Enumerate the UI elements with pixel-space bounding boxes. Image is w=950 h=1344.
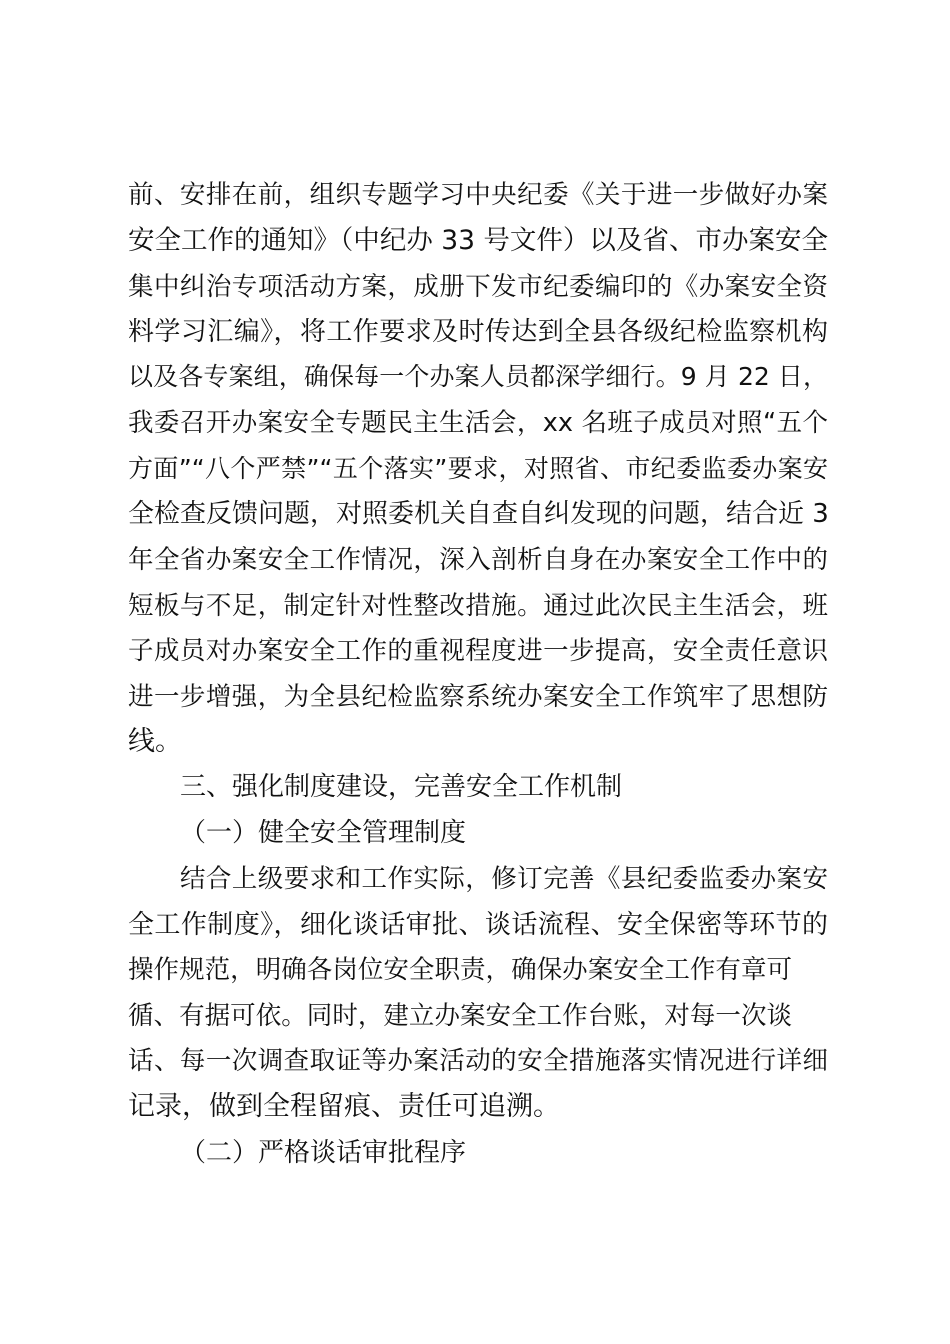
body-text-line: 记录，做到全程留痕、责任可追溯。: [128, 1091, 560, 1122]
body-text-line: 短板与不足，制定针对性整改措施。通过此次民主生活会，班: [128, 591, 828, 621]
subsection-heading: （二）严格谈话审批程序: [180, 1138, 467, 1168]
body-text-line: 安全工作的通知》（中纪办 33 号文件）以及省、市办案安全: [128, 225, 828, 256]
subsection-heading: （一）健全安全管理制度: [180, 818, 467, 848]
body-text-line: 以及各专案组，确保每一个办案人员都深学细行。9 月 22 日，: [128, 362, 828, 391]
body-text-line: 话、每一次调查取证等办案活动的安全措施落实情况进行详细: [128, 1046, 828, 1076]
body-text-line: 料学习汇编》，将工作要求及时传达到全县各级纪检监察机构: [128, 317, 828, 347]
body-text-line: 进一步增强，为全县纪检监察系统办案安全工作筑牢了思想防: [128, 682, 828, 712]
body-text-line: 方面”“八个严禁”“五个落实”要求，对照省、市纪委监委办案安: [128, 454, 828, 483]
section-heading: 三、强化制度建设，完善安全工作机制: [180, 772, 623, 802]
body-text-line: 线。: [128, 726, 182, 757]
body-text-line: 操作规范，明确各岗位安全职责，确保办案安全工作有章可: [128, 955, 792, 985]
body-text-line: 集中纠治专项活动方案，成册下发市纪委编印的《办案安全资: [128, 272, 828, 302]
body-text-line: 全工作制度》，细化谈话审批、谈话流程、安全保密等环节的: [128, 910, 828, 940]
body-text-line: 年全省办案安全工作情况，深入剖析自身在办案安全工作中的: [128, 545, 828, 575]
body-text-line: 子成员对办案安全工作的重视程度进一步提高，安全责任意识: [128, 636, 828, 666]
paragraph-first-line: 结合上级要求和工作实际，修订完善《县纪委监委办案安: [180, 864, 828, 894]
body-text-line: 我委召开办案安全专题民主生活会，xx 名班子成员对照“五个: [128, 408, 828, 438]
body-text-line: 循、有据可依。同时，建立办案安全工作台账，对每一次谈: [128, 1001, 792, 1031]
body-text-line: 全检查反馈问题，对照委机关自查自纠发现的问题，结合近 3: [128, 499, 829, 529]
body-text-line: 前、安排在前，组织专题学习中央纪委《关于进一步做好办案: [128, 180, 828, 210]
